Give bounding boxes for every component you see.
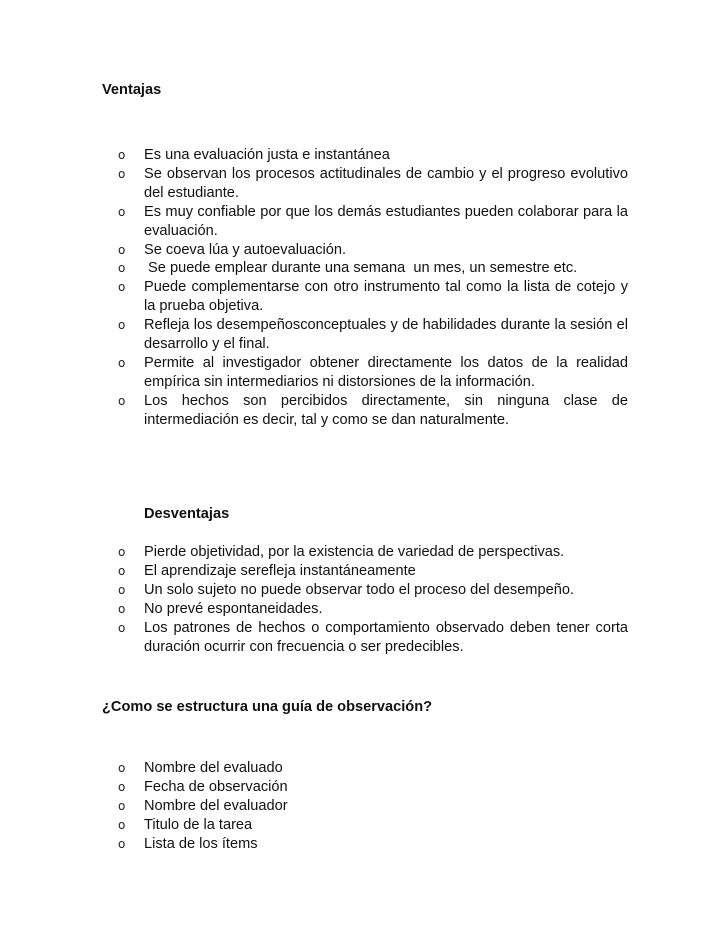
list-item	[0, 543, 628, 562]
estructura-heading: ¿Como se estructura una guía de observación?	[102, 699, 433, 715]
list-item	[0, 562, 628, 581]
estructura-list	[0, 759, 728, 854]
bullet-marker: o	[118, 779, 126, 794]
bullet-marker: o	[118, 620, 126, 635]
list-item-text: Se puede emplear durante una semana un mes, un semestre etc.	[144, 260, 578, 277]
bullet-marker: o	[118, 393, 126, 408]
list-item	[0, 816, 628, 835]
list-item-text: Nombre del evaluador	[144, 797, 288, 814]
list-item-text: Un solo sujeto no puede observar todo el proceso del desempeño.	[144, 581, 574, 598]
bullet-marker: o	[118, 817, 126, 832]
list-item	[0, 165, 628, 203]
list-item	[0, 146, 628, 165]
list-item	[0, 203, 628, 241]
list-item-text: Nombre del evaluado	[144, 760, 283, 776]
list-item	[0, 600, 628, 619]
list-item	[0, 278, 628, 316]
list-item-text: Refleja los desempeñosconceptuales y de habilidades durante la sesión el desarrollo y el final.	[144, 317, 628, 353]
desventajas-heading: Desventajas	[144, 506, 230, 522]
list-item-text: Puede complementarse con otro instrumento tal como la lista de cotejo y la prueba objetiva.	[144, 279, 628, 315]
bullet-marker: o	[118, 204, 126, 219]
list-item-text: Es muy confiable por que los demás estudiantes pueden colaborar para la evaluación.	[144, 203, 628, 239]
list-item-text: Se observan los procesos actitudinales de cambio y el progreso evolutivo del estudiante.	[144, 165, 628, 201]
bullet-marker: o	[118, 798, 126, 813]
list-item-text: Es una evaluación justa e instantánea	[144, 147, 390, 163]
list-item	[0, 392, 628, 430]
list-item	[0, 759, 628, 778]
list-item-text: Fecha de observación	[144, 778, 288, 795]
ventajas-heading: Ventajas	[102, 82, 162, 98]
list-item	[0, 241, 628, 260]
bullet-marker: o	[118, 563, 126, 578]
bullet-marker: o	[118, 280, 126, 295]
list-item-text: El aprendizaje serefleja instantáneamente	[144, 562, 416, 579]
list-item-text: Permite al investigador obtener directamente los datos de la realidad empírica sin intermediarios ni distorsiones de la información.	[144, 354, 628, 390]
bullet-marker: o	[118, 582, 126, 597]
bullet-marker: o	[118, 601, 126, 616]
list-item	[0, 797, 628, 816]
list-item-text: Titulo de la tarea	[144, 816, 253, 833]
list-item-text: Lista de los ítems	[144, 835, 258, 852]
bullet-marker: o	[118, 148, 126, 162]
bullet-marker: o	[118, 355, 126, 370]
bullet-marker: o	[118, 318, 126, 333]
list-item	[0, 778, 628, 797]
list-item	[0, 354, 628, 392]
list-item	[0, 619, 628, 657]
list-item	[0, 259, 628, 278]
bullet-marker: o	[118, 836, 126, 851]
list-item-text: Pierde objetividad, por la existencia de variedad de perspectivas.	[144, 544, 565, 560]
desventajas-list	[0, 543, 728, 656]
list-item-text: Se coeva lúa y autoevaluación.	[144, 241, 347, 258]
bullet-marker: o	[118, 261, 126, 276]
bullet-marker: o	[118, 242, 126, 257]
list-item	[0, 316, 628, 354]
ventajas-list	[0, 146, 728, 430]
bullet-marker: o	[118, 545, 126, 559]
list-item-text: Los patrones de hechos o comportamiento observado deben tener corta duración ocurrir con frecuencia o ser predecibles.	[144, 619, 628, 655]
bullet-marker: o	[118, 761, 126, 775]
list-item-text: No prevé espontaneidades.	[144, 600, 323, 617]
list-item	[0, 835, 628, 854]
list-item	[0, 581, 628, 600]
list-item-text: Los hechos son percibidos directamente, sin ninguna clase de intermediación es decir, tal y como se dan naturalmente.	[144, 392, 628, 428]
bullet-marker: o	[118, 166, 126, 181]
